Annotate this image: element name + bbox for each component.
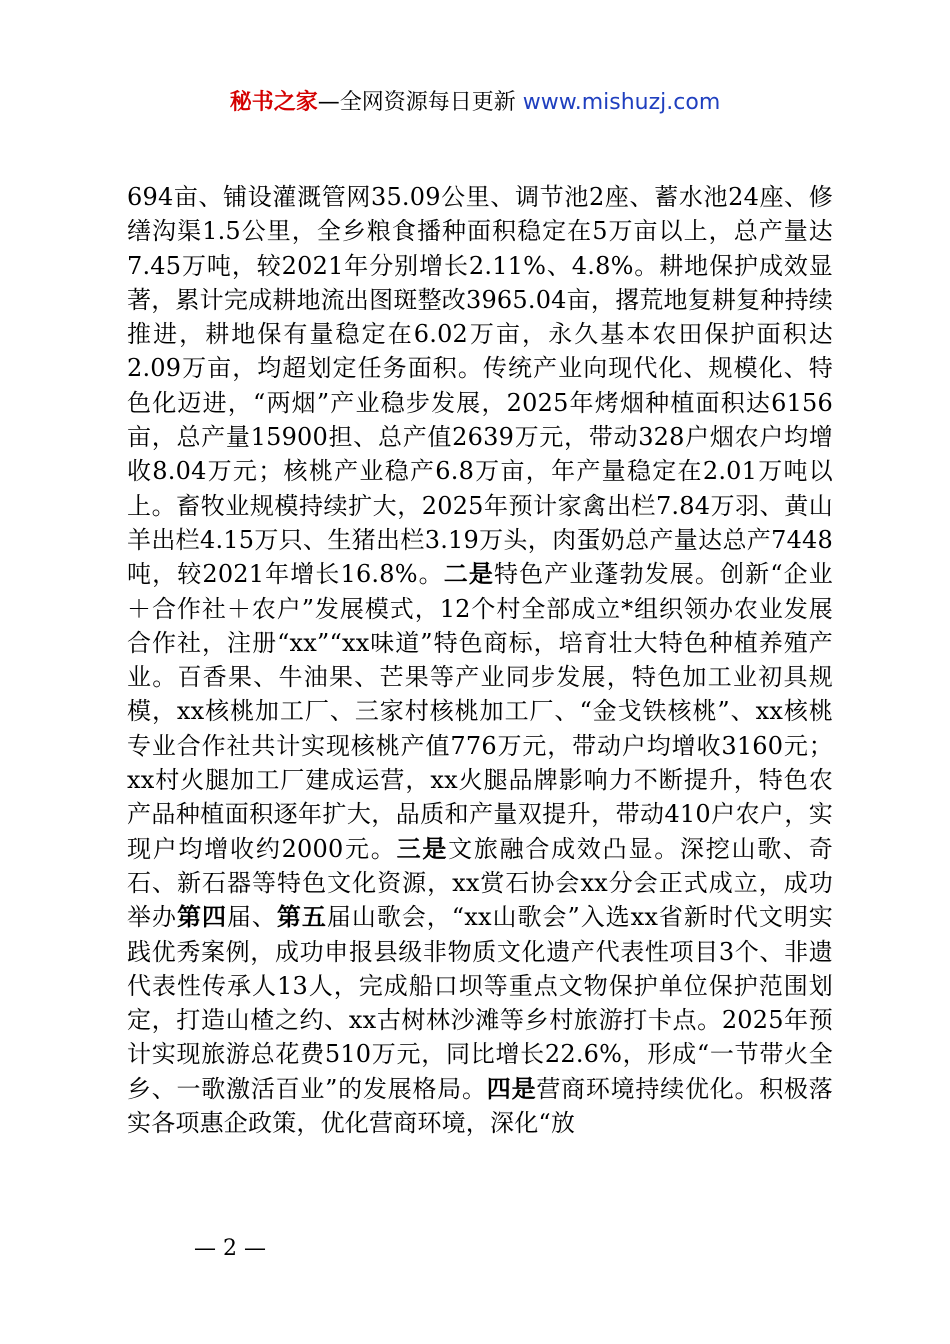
bold-marker: 第五 <box>276 902 327 932</box>
bold-marker: 四是 <box>486 1073 537 1103</box>
page-header <box>0 88 950 118</box>
text-segment: 特色产业蓬勃发展。创新“企业＋合作社＋农户”发展模式，12个村全部成立*组织领办农业发展合作社，注册“xx”“xx味道”特色商标，培育壮大特色种植养殖产业。百香果、牛油果、芒果等产业同步发展，特色加工业初具规模，xx核桃加工厂、三家村核桃加工厂、“金戈铁核桃”、xx核桃专业合作社共计实现核桃产值776万元，带动户均增收3160元；xx村火腿加工厂建成运营，xx火腿品牌影响力不断提升，特色农产品种植面积逐年扩大，品质和产量双提升，带动410户农户，实现户均增收约2000元。 <box>127 560 833 863</box>
site-name: 秘书之家 <box>229 90 318 115</box>
text-segment: 694亩、铺设灌溉管网35.09公里、调节池2座、蓄水池24座、修缮沟渠1.5公里，全乡粮食播种面积稳定在5万亩以上，总产量达7.45万吨，较2021年分别增长2.11%、4.8%。耕地保护成效显著，累计完成耕地流出图斑整改3965.04亩，撂荒地复耕复种持续推进，耕地保有量稳定在6.02万亩，永久基本农田保护面积达2.09万亩，均超划定任务面积。传统产业向现代化、规模化、特色化迈进，“两烟”产业稳步发展，2025年烤烟种植面积达6156亩，总产量15900担、总产值2639万元，带动328户烟农户均增收8.04万元；核桃产业稳产6.8万亩，年产量稳定在2.01万吨以上。畜牧业规模持续扩大，2025年预计家禽出栏7.84万羽、黄山羊出栏4.15万只、生猪出栏3.19万头，肉蛋奶总产量达总产7448吨，较2021年增长16.8%。 <box>127 183 833 589</box>
text-segment: 届山歌会，“xx山歌会”入选xx省新时代文明实践优秀案例，成功申报县级非物质文化遗产代表性项目3个、非遗代表性传承人13人，完成船口坝等重点文物保护单位保护范围划定，打造山楂之约、xx古树林沙滩等乡村旅游打卡点。2025年预计实现旅游总花费510万元，同比增长22.6%，形成“一节带火全乡、一歌激活百业”的发展格局。 <box>127 903 833 1103</box>
text-segment: 届、 <box>226 903 277 932</box>
bold-marker: 第四 <box>176 902 227 932</box>
text-segment: 营商环境持续优化。积极落实各项惠企政策，优化营商环境，深化“放 <box>127 1074 833 1138</box>
site-slogan: —全网资源每日更新 <box>317 90 516 115</box>
site-url-link[interactable]: www.mishuzj.com <box>515 90 721 115</box>
text-segment: 文旅融合成效凸显。深挖山歌、奇石、新石器等特色文化资源，xx赏石协会xx分会正式成立，成功举办 <box>127 834 833 932</box>
body-paragraph <box>127 180 833 1140</box>
page-number: — 2 — <box>194 1236 266 1261</box>
bold-marker: 二是 <box>443 559 494 589</box>
bold-marker: 三是 <box>396 833 449 863</box>
